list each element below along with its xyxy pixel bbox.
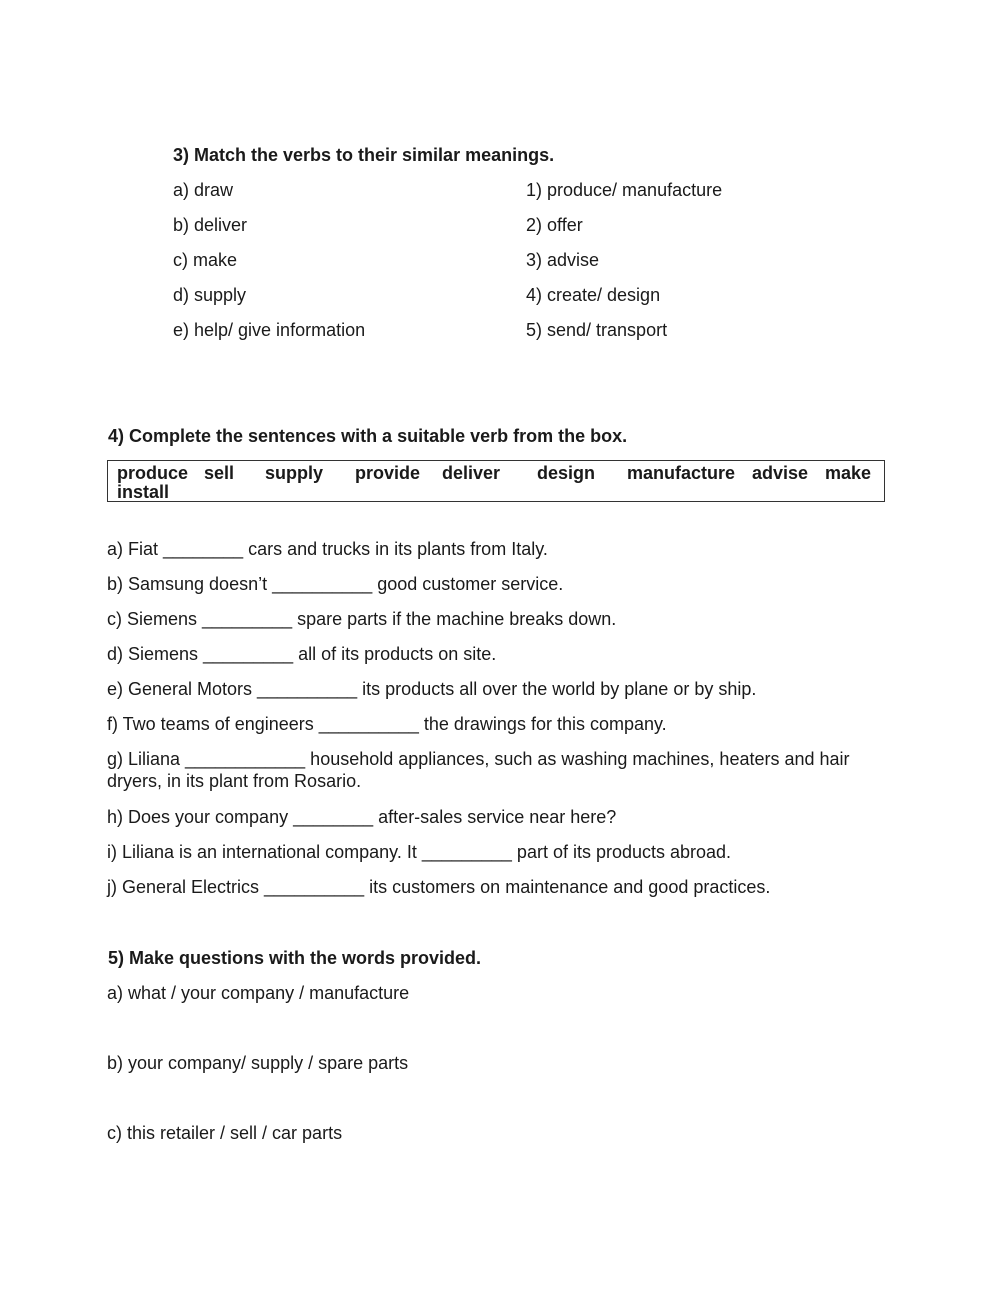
section-4-title: 4) Complete the sentences with a suitable verb from the box.	[108, 426, 628, 446]
word-install: install	[117, 482, 170, 502]
word-design: design	[537, 463, 596, 483]
match-right-2: 2) offer	[526, 215, 583, 235]
match-left-d: d) supply	[173, 285, 247, 305]
match-left-e: e) help/ give information	[173, 320, 366, 340]
sentence-c: c) Siemens _________ spare parts if the machine breaks down.	[107, 609, 617, 629]
word-provide: provide	[355, 463, 421, 483]
word-supply: supply	[265, 463, 324, 483]
section-3-title: 3) Match the verbs to their similar meanings.	[173, 145, 555, 165]
sentence-e: e) General Motors __________ its products all over the world by plane or by ship.	[107, 679, 757, 699]
sentence-b: b) Samsung doesn’t __________ good customer service.	[107, 574, 564, 594]
match-right-5: 5) send/ transport	[526, 320, 668, 340]
match-right-1: 1) produce/ manufacture	[526, 180, 723, 200]
section-5-title: 5) Make questions with the words provided.	[108, 948, 482, 968]
word-box	[107, 460, 885, 502]
question-c: c) this retailer / sell / car parts	[107, 1123, 343, 1143]
word-make: make	[825, 463, 872, 483]
word-manufacture: manufacture	[627, 463, 736, 483]
match-left-c: c) make	[173, 250, 238, 270]
sentence-f: f) Two teams of engineers __________ the drawings for this company.	[107, 714, 667, 734]
word-produce: produce	[117, 463, 189, 483]
match-left-a: a) draw	[173, 180, 234, 200]
word-advise: advise	[752, 463, 809, 483]
word-sell: sell	[204, 463, 235, 483]
question-a: a) what / your company / manufacture	[107, 983, 410, 1003]
match-right-4: 4) create/ design	[526, 285, 661, 305]
question-b: b) your company/ supply / spare parts	[107, 1053, 409, 1073]
match-right-3: 3) advise	[526, 250, 600, 270]
sentence-g: g) Liliana ____________ household appliances, such as washing machines, heaters and hair dryers, in its plant from Rosario.	[107, 749, 850, 791]
sentence-a: a) Fiat ________ cars and trucks in its plants from Italy.	[107, 539, 548, 559]
sentence-i: i) Liliana is an international company. It _________ part of its products abroad.	[107, 842, 732, 862]
sentence-j: j) General Electrics __________ its customers on maintenance and good practices.	[107, 877, 771, 897]
sentence-h: h) Does your company ________ after-sales service near here?	[107, 807, 617, 827]
match-left-b: b) deliver	[173, 215, 248, 235]
sentence-d: d) Siemens _________ all of its products on site.	[107, 644, 497, 664]
word-deliver: deliver	[442, 463, 501, 483]
